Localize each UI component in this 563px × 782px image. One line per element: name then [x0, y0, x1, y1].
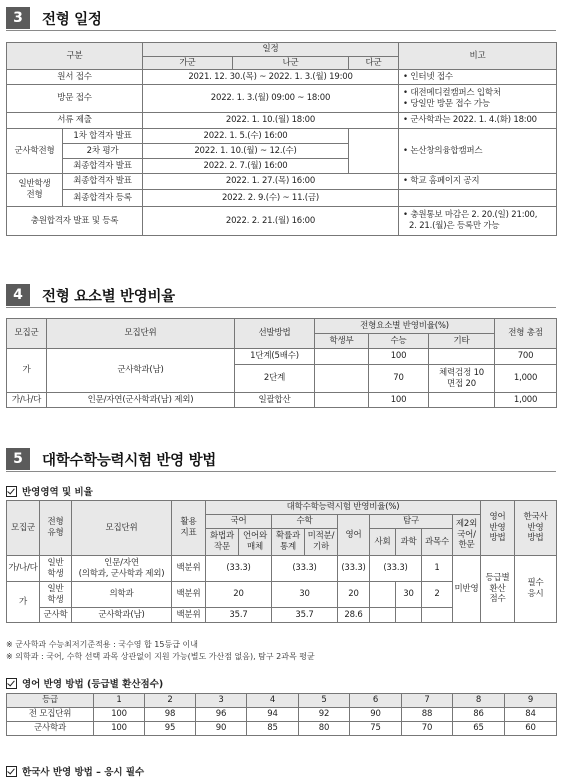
cell-type [40, 556, 72, 582]
cell-science: 30 [396, 582, 422, 608]
row-note: • 인터넷 접수 [399, 70, 557, 85]
row-date: 2021. 12. 30.(목) ~ 2022. 1. 3.(월) 19:00 [143, 70, 399, 85]
header-line: 작문 [213, 542, 231, 552]
group-label: 군사학전형 [7, 129, 63, 174]
header-grade: 등급 [7, 694, 94, 708]
empty-cell [422, 608, 453, 623]
table-row [7, 70, 557, 85]
cell-score: 90 [196, 722, 247, 736]
checkbox-icon [6, 766, 17, 777]
cell-math: 35.7 [272, 608, 338, 623]
row-date: 2022. 1. 3.(월) 09:00 ~ 18:00 [143, 85, 399, 113]
cell-score: 80 [299, 722, 350, 736]
cell-suneung: 100 [369, 349, 429, 365]
cell-hak [315, 393, 369, 408]
header-english: 영어 [338, 515, 370, 556]
section-header [6, 283, 556, 308]
cell-korean: 35.7 [206, 608, 272, 623]
header-second-lang [453, 515, 481, 556]
header-gubun: 구분 [7, 43, 143, 70]
table-row [7, 129, 557, 144]
cell-score: 86 [453, 708, 505, 722]
row-note: • 논산창의융합캠퍼스 [399, 129, 557, 174]
cell-second-lang: 미반영 [453, 556, 481, 623]
cell-etc [429, 393, 495, 408]
table-row [7, 113, 557, 129]
table-row [7, 174, 557, 190]
empty-cell [349, 129, 399, 144]
header-social: 사회 [370, 529, 396, 556]
ratio-table [6, 318, 557, 408]
header-math-a [272, 529, 305, 556]
row-date: 2022. 2. 21.(월) 16:00 [143, 207, 399, 236]
header-line: 반영 [489, 522, 506, 533]
header-na: 나군 [233, 57, 349, 70]
header-remarks: 비고 [399, 43, 557, 70]
header-history-method [515, 501, 557, 556]
section-number: 3 [6, 7, 30, 29]
table-header-row [7, 694, 557, 708]
header-count: 과목수 [422, 529, 453, 556]
header-schedule: 일정 [143, 43, 399, 57]
header-line: 전형 [47, 517, 64, 528]
table-row [7, 190, 557, 207]
row-date: 2022. 1. 10.(월) 18:00 [143, 113, 399, 129]
cell-gun: 가 [7, 582, 40, 623]
section-number: 5 [6, 448, 30, 470]
header-line: 활용 [180, 517, 197, 528]
subheading-area-ratio [6, 484, 93, 498]
header-unit: 모집단위 [72, 501, 172, 556]
cell-index: 백분위 [172, 582, 206, 608]
section-ratio [6, 283, 556, 308]
cell-unit: 군사학과(남) [72, 608, 172, 623]
header-ratio: 대학수학능력시험 반영비율(%) [206, 501, 481, 515]
row-note: • 군사학과는 2022. 1. 4.(화) 18:00 [399, 113, 557, 129]
cell-method: 일괄합산 [235, 393, 315, 408]
cell-etc [429, 349, 495, 365]
header-line: 유형 [47, 528, 64, 538]
cell-english: 28.6 [338, 608, 370, 623]
cell-score: 75 [350, 722, 402, 736]
cell-total: 1,000 [495, 393, 557, 408]
table-row [7, 722, 557, 736]
header-ratio: 전형요소별 반영비율(%) [315, 319, 495, 334]
cell-gun: 가/나/다 [7, 393, 47, 408]
cell-score: 70 [402, 722, 453, 736]
cell-unit: 군사학과(남) [47, 349, 235, 393]
header-grade-value: 9 [505, 694, 557, 708]
cell-score: 92 [299, 708, 350, 722]
cell-count: 2 [422, 582, 453, 608]
cell-unit: 인문/자연(군사학과(남) 제외) [47, 393, 235, 408]
header-math-b [305, 529, 338, 556]
header-line: 미적분/ [307, 531, 335, 542]
header-inquiry: 탐구 [370, 515, 453, 529]
row-date: 2022. 1. 27.(목) 16:00 [143, 174, 399, 190]
section-number: 4 [6, 284, 30, 306]
header-line: 제2외 [455, 519, 478, 530]
row-date: 2022. 1. 5.(수) 16:00 [143, 129, 349, 144]
row-note [399, 85, 557, 113]
table-row [7, 85, 557, 113]
header-etc: 기타 [429, 334, 495, 349]
cell-english: 20 [338, 582, 370, 608]
header-grade-value: 4 [247, 694, 299, 708]
cell-line: 점수 [489, 594, 506, 605]
cell-line: (의학과, 군사학과 제외) [78, 568, 165, 579]
row-label: 충원합격자 발표 및 등록 [7, 207, 143, 236]
row-date: 2022. 1. 10.(월) ~ 12.(수) [143, 144, 349, 159]
header-grade-value: 7 [402, 694, 453, 708]
empty-cell [349, 144, 399, 159]
cell-suneung: 100 [369, 393, 429, 408]
cell-korean: 20 [206, 582, 272, 608]
empty-cell [399, 190, 557, 207]
header-science: 과학 [396, 529, 422, 556]
cell-line: 일반 [47, 583, 64, 594]
empty-cell [396, 608, 422, 623]
header-line: 매체 [246, 542, 264, 552]
cell-history-method [515, 556, 557, 623]
cell-score: 98 [145, 708, 196, 722]
header-grade-value: 5 [299, 694, 350, 708]
cell-score: 90 [350, 708, 402, 722]
table-row [7, 349, 557, 365]
header-math: 수학 [272, 515, 338, 529]
section-schedule [6, 6, 556, 31]
header-kor-b [239, 529, 272, 556]
section-title: 대학수학능력시험 반영 방법 [42, 452, 216, 469]
subheading-text: 반영영역 및 비율 [22, 487, 93, 498]
header-type [40, 501, 72, 556]
cell-score: 100 [94, 708, 145, 722]
row-note: • 학교 홈페이지 공지 [399, 174, 557, 190]
row-note [399, 207, 557, 236]
header-grade-value: 3 [196, 694, 247, 708]
cell-line: 인문/자연 [104, 557, 139, 568]
row-date: 2022. 2. 7.(월) 16:00 [143, 159, 349, 174]
header-line: 한문 [458, 540, 475, 551]
subheading-text: 한국사 반영 방법 – 응시 필수 [22, 767, 145, 778]
checkbox-icon [6, 486, 17, 497]
cell-line: 학생 [47, 594, 64, 605]
cell-line: 환산 [489, 583, 506, 594]
subheading-history-method [6, 764, 144, 778]
header-line: 확률과 [275, 531, 301, 542]
empty-cell [370, 608, 396, 623]
cell-index: 백분위 [172, 608, 206, 623]
cell-score: 96 [196, 708, 247, 722]
cell-score: 88 [402, 708, 453, 722]
group-line: 일반학생 [18, 179, 51, 190]
table-row [7, 556, 557, 582]
cell-score: 84 [505, 708, 557, 722]
cell-line: 응시 [527, 589, 544, 599]
table-row [7, 207, 557, 236]
header-unit: 모집단위 [47, 319, 235, 349]
header-grade-value: 2 [145, 694, 196, 708]
header-kor-a [206, 529, 239, 556]
header-grade-value: 8 [453, 694, 505, 708]
cell-line: 일반 [47, 557, 64, 568]
empty-cell [349, 159, 399, 174]
cell-score: 85 [247, 722, 299, 736]
cell-line: 등급별 [485, 573, 510, 584]
cell-type [40, 582, 72, 608]
section-title: 전형 요소별 반영비율 [42, 288, 175, 305]
cell-math: (33.3) [272, 556, 338, 582]
cell-index: 백분위 [172, 556, 206, 582]
cell-english: (33.3) [338, 556, 370, 582]
schedule-table [6, 42, 557, 236]
header-gun: 모집군 [7, 319, 47, 349]
subheading-text: 영어 반영 방법 (등급별 환산점수) [22, 679, 164, 690]
row-label: 원서 접수 [7, 70, 143, 85]
cell-type: 군사학 [40, 608, 72, 623]
cell-korean: (33.3) [206, 556, 272, 582]
row-date: 2022. 2. 9.(수) ~ 11.(금) [143, 190, 399, 207]
row-label: 최종합격자 발표 [63, 159, 143, 174]
header-line: 한국사 [523, 512, 548, 523]
header-eng-method [481, 501, 515, 556]
cell-line: 필수 [527, 578, 544, 589]
footnote: ※ 의학과 : 국어, 수학 선택 과목 상관없이 지원 가능(별도 가산점 없음), 탐구 2과목 평균 [6, 652, 315, 661]
row-label: 1차 합격자 발표 [63, 129, 143, 144]
group-line: 전형 [26, 190, 43, 200]
note-line: 2. 21.(월)은 등록만 가능 [409, 221, 500, 231]
section-header [6, 447, 556, 472]
cell-score: 65 [453, 722, 505, 736]
cell-total: 700 [495, 349, 557, 365]
row-label: 군사학과 [7, 722, 94, 736]
header-total: 전형 총점 [495, 319, 557, 349]
cell-method: 2단계 [235, 365, 315, 393]
cell-score: 60 [505, 722, 557, 736]
english-grade-table [6, 693, 557, 736]
header-method: 선발방법 [235, 319, 315, 349]
note-line: • 대전메디컬캠퍼스 입학처 [403, 87, 501, 98]
header-line: 국어/ [457, 529, 476, 540]
header-line: 기하 [312, 542, 330, 552]
section-title: 전형 일정 [42, 11, 102, 28]
section-header [6, 6, 556, 31]
header-line: 통계 [279, 542, 297, 552]
header-gun: 모집군 [7, 501, 40, 556]
table-row [7, 708, 557, 722]
table-row [7, 393, 557, 408]
header-ga: 가군 [143, 57, 233, 70]
header-line: 영어 [489, 512, 506, 523]
header-line: 지표 [180, 528, 197, 538]
footnote: ※ 군사학과 수능최저기준적용 : 국수영 합 15등급 이내 [6, 640, 198, 649]
group-label [7, 174, 63, 207]
cell-score: 95 [145, 722, 196, 736]
cell-line: 학생 [47, 568, 64, 579]
section-suneung [6, 447, 556, 472]
etc-line: 면접 20 [447, 378, 476, 389]
header-da: 다군 [349, 57, 399, 70]
header-hak: 학생부 [315, 334, 369, 349]
row-label: 방문 접수 [7, 85, 143, 113]
subheading-english-method [6, 676, 163, 690]
cell-method: 1단계(5배수) [235, 349, 315, 365]
row-label: 최종합격자 등록 [63, 190, 143, 207]
suneung-table [6, 500, 557, 623]
cell-suneung: 70 [369, 365, 429, 393]
header-line: 방법 [527, 533, 544, 544]
header-line: 언어와 [242, 531, 268, 542]
etc-line: 체력검정 10 [439, 367, 484, 378]
row-label: 서류 제출 [7, 113, 143, 129]
header-grade-value: 1 [94, 694, 145, 708]
cell-math: 30 [272, 582, 338, 608]
cell-etc [429, 365, 495, 393]
cell-hak [315, 349, 369, 365]
cell-count: 1 [422, 556, 453, 582]
header-suneung: 수능 [369, 334, 429, 349]
cell-unit: 의학과 [72, 582, 172, 608]
cell-score: 100 [94, 722, 145, 736]
note-line: • 당일만 방문 접수 가능 [403, 98, 490, 109]
header-line: 방법 [489, 533, 506, 544]
header-line: 화법과 [209, 531, 235, 542]
cell-total: 1,000 [495, 365, 557, 393]
cell-social [370, 582, 396, 608]
row-label: 최종합격자 발표 [63, 174, 143, 190]
header-grade-value: 6 [350, 694, 402, 708]
note-line: • 충원통보 마감은 2. 20.(일) 21:00, [403, 210, 538, 221]
checkbox-icon [6, 678, 17, 689]
cell-gun: 가/나/다 [7, 556, 40, 582]
row-label: 2차 평가 [63, 144, 143, 159]
header-korean: 국어 [206, 515, 272, 529]
cell-eng-method [481, 556, 515, 623]
cell-gun: 가 [7, 349, 47, 393]
cell-hak [315, 365, 369, 393]
cell-unit [72, 556, 172, 582]
cell-inquiry: (33.3) [370, 556, 422, 582]
header-index [172, 501, 206, 556]
cell-score: 94 [247, 708, 299, 722]
row-label: 전 모집단위 [7, 708, 94, 722]
header-line: 반영 [527, 522, 544, 533]
